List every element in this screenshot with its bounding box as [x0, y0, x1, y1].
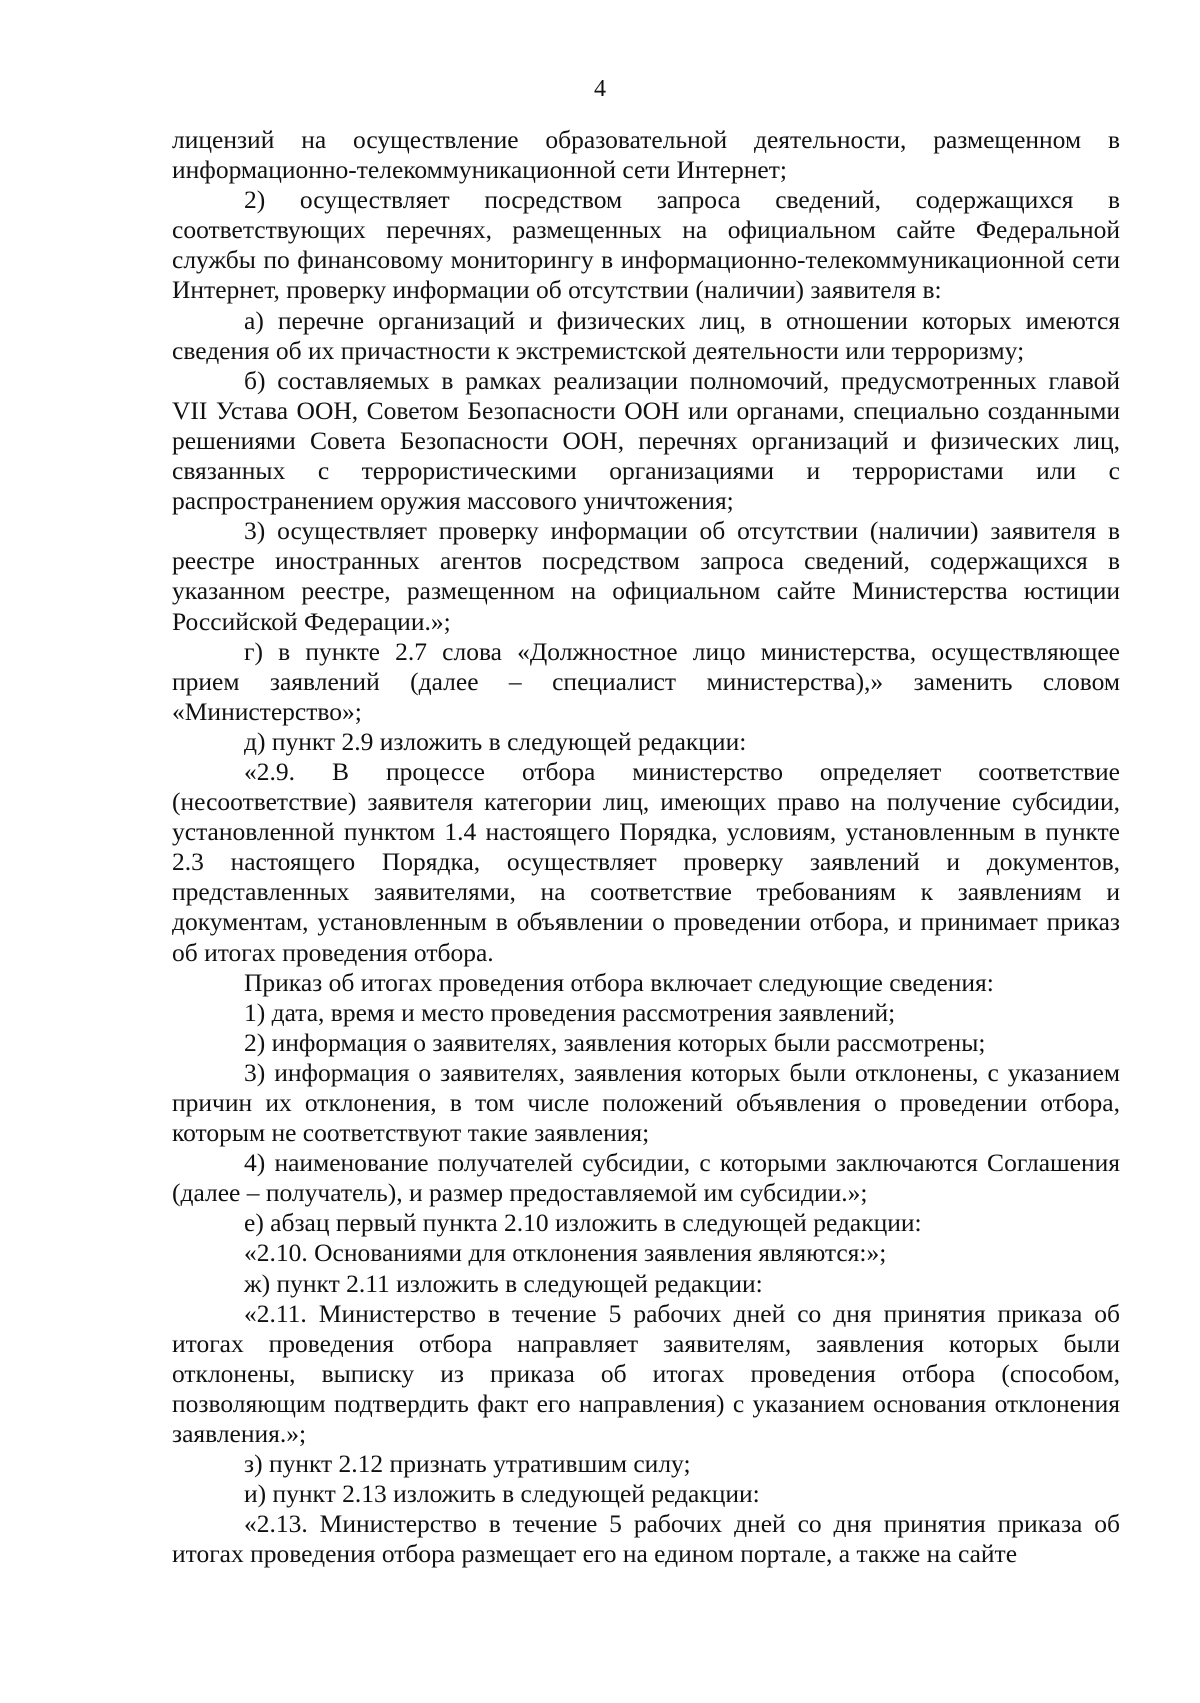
document-paragraph: д) пункт 2.9 изложить в следующей редакции: — [244, 726, 747, 756]
page-number: 4 — [594, 76, 606, 102]
document-paragraph: 4) наименование получателей субсидии, с которыми заключаются Соглашения (далее – получатель), и размер предоставляемой им субсидии.»; — [172, 1148, 1120, 1208]
document-paragraph: б) составляемых в рамках реализации полномочий, предусмотренных главой VII Устава ООН, Советом Безопасности ООН или органами, специально созданными решениями Совета Безопасности ООН, перечнях организаций и физических лиц, связанных с террористическими организациями и террористами или с распространением оружия массового уничтожения; — [172, 365, 1120, 516]
document-paragraph: з) пункт 2.12 признать утратившим силу; — [244, 1449, 691, 1479]
document-body — [172, 125, 1120, 1570]
document-paragraph: 2) осуществляет посредством запроса сведений, содержащихся в соответствующих перечнях, размещенных на официальном сайте Федеральной службы по финансовому мониторингу в информационно-телекоммуникационной сети Интернет, проверку информации об отсутствии (наличии) заявителя в: — [172, 185, 1120, 305]
document-paragraph: ж) пункт 2.11 изложить в следующей редакции: — [244, 1268, 763, 1298]
document-paragraph: 3) осуществляет проверку информации об отсутствии (наличии) заявителя в реестре иностранных агентов посредством запроса сведений, содержащихся в указанном реестре, размещенном на официальном сайте Министерства юстиции Российской Федерации.»; — [172, 516, 1120, 636]
document-paragraph: «2.10. Основаниями для отклонения заявления являются:»; — [244, 1238, 887, 1268]
document-paragraph: е) абзац первый пункта 2.10 изложить в следующей редакции: — [244, 1208, 922, 1238]
document-paragraph: 2) информация о заявителях, заявления которых были рассмотрены; — [244, 1027, 986, 1057]
document-paragraph: лицензий на осуществление образовательной деятельности, размещенном в информационно-телекоммуникационной сети Интернет; — [172, 125, 1120, 185]
document-paragraph: «2.9. В процессе отбора министерство определяет соответствие (несоответствие) заявителя категории лиц, имеющих право на получение субсидии, установленной пунктом 1.4 настоящего Порядка, условиям, установленным в пункте 2.3 настоящего Порядка, осуществляет проверку заявлений и документов, представленных заявителями, на соответствие требованиям к заявлениям и документам, установленным в объявлении о проведении отбора, и принимает приказ об итогах проведения отбора. — [172, 756, 1120, 967]
document-paragraph: 3) информация о заявителях, заявления которых были отклонены, с указанием причин их отклонения, в том числе положений объявления о проведении отбора, которым не соответствуют такие заявления; — [172, 1057, 1120, 1148]
document-paragraph: 1) дата, время и место проведения рассмотрения заявлений; — [244, 997, 896, 1027]
document-paragraph: Приказ об итогах проведения отбора включает следующие сведения: — [244, 967, 994, 997]
document-paragraph: г) в пункте 2.7 слова «Должностное лицо министерства, осуществляющее прием заявлений (далее – специалист министерства),» заменить словом «Министерство»; — [172, 636, 1120, 726]
document-paragraph: и) пункт 2.13 изложить в следующей редакции: — [244, 1479, 760, 1509]
document-paragraph: «2.11. Министерство в течение 5 рабочих дней со дня принятия приказа об итогах проведения отбора направляет заявителям, заявления которых были отклонены, выписку из приказа об итогах проведения отбора (способом, позволяющим подтвердить факт его направления) с указанием основания отклонения заявления.»; — [172, 1298, 1120, 1449]
document-paragraph: «2.13. Министерство в течение 5 рабочих дней со дня принятия приказа об итогах проведения отбора размещает его на едином портале, а также на сайте — [172, 1509, 1120, 1569]
document-paragraph: а) перечне организаций и физических лиц, в отношении которых имеются сведения об их причастности к экстремистской деятельности или терроризму; — [172, 305, 1120, 365]
